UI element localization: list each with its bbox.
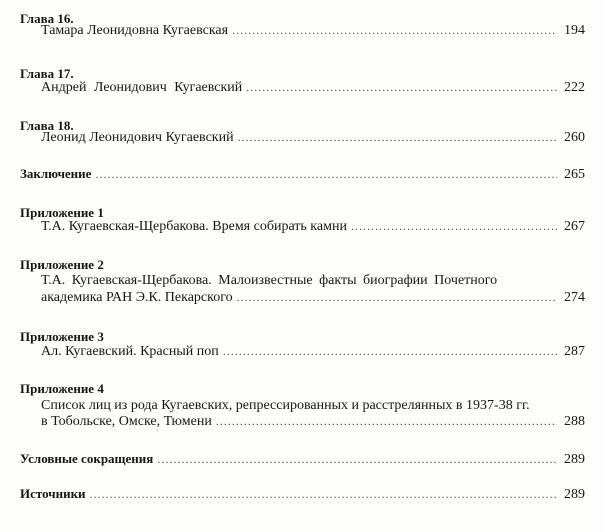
- dot-leader: [246, 79, 557, 96]
- toc-entry-title: Леонид Леонидович Кугаевский: [41, 130, 234, 145]
- page-number: 289: [564, 487, 585, 502]
- toc-entry-title: в Тобольске, Омске, Тюмени: [41, 414, 212, 429]
- toc-entry-appendix-2[interactable]: [41, 289, 585, 306]
- page-number: 222: [564, 80, 585, 95]
- appendix-4-heading: Приложение 4: [20, 381, 104, 396]
- dot-leader: [351, 218, 557, 235]
- page-number: 194: [564, 23, 585, 38]
- toc-entry-title: Тамара Леонидовна Кугаевская: [41, 23, 229, 38]
- toc-entry-appendix-4-line1: Список лиц из рода Кугаевских, репрессированных и расстрелянных в 1937-38 гг.: [41, 398, 530, 413]
- appendix-1-heading: Приложение 1: [20, 205, 104, 220]
- toc-entry-appendix-1[interactable]: [41, 218, 585, 235]
- dot-leader: [157, 451, 557, 468]
- toc-entry-sources[interactable]: [20, 485, 585, 503]
- toc-entry-chapter-17[interactable]: [41, 79, 585, 96]
- toc-entry-title: Т.А. Кугаевская-Щербакова. Время собирать камни: [41, 219, 347, 234]
- dot-leader: [216, 413, 557, 430]
- page-number: 274: [564, 290, 585, 305]
- chapter-18-heading: Глава 18.: [20, 118, 74, 133]
- dot-leader: [232, 22, 557, 39]
- toc-entry-appendix-2-line1: Т.А. Кугаевская-Щербакова. Малоизвестные факты биографии Почетного: [41, 273, 498, 288]
- chapter-16-heading: Глава 16.: [20, 11, 74, 26]
- page-number: 289: [564, 452, 585, 467]
- toc-entry-chapter-18[interactable]: [41, 129, 585, 146]
- toc-entry-title: Условные сокращения: [20, 451, 154, 466]
- toc-entry-conclusion[interactable]: [20, 165, 585, 183]
- dot-leader: [90, 486, 557, 503]
- toc-entry-title: Ал. Кугаевский. Красный поп: [41, 344, 219, 359]
- toc-entry-title: академика РАН Э.К. Пекарского: [41, 290, 233, 305]
- toc-entry-abbreviations[interactable]: [20, 450, 585, 468]
- page-number: 260: [564, 130, 585, 145]
- page-number: 287: [564, 344, 585, 359]
- toc-entry-appendix-3[interactable]: [41, 343, 585, 360]
- chapter-17-heading: Глава 17.: [20, 66, 74, 81]
- page-number: 267: [564, 219, 585, 234]
- dot-leader: [223, 343, 557, 360]
- toc-entry-appendix-4[interactable]: [41, 413, 585, 430]
- toc-entry-chapter-16[interactable]: [41, 22, 585, 39]
- toc-entry-title: Андрей Леонидович Кугаевский: [41, 80, 243, 95]
- appendix-2-heading: Приложение 2: [20, 257, 104, 272]
- dot-leader: [237, 289, 557, 306]
- toc-entry-title: Заключение: [20, 166, 92, 181]
- page-number: 265: [564, 167, 585, 182]
- toc-entry-title: Источники: [20, 486, 86, 501]
- page-number: 288: [564, 414, 585, 429]
- dot-leader: [238, 129, 557, 146]
- dot-leader: [95, 166, 557, 183]
- appendix-3-heading: Приложение 3: [20, 329, 104, 344]
